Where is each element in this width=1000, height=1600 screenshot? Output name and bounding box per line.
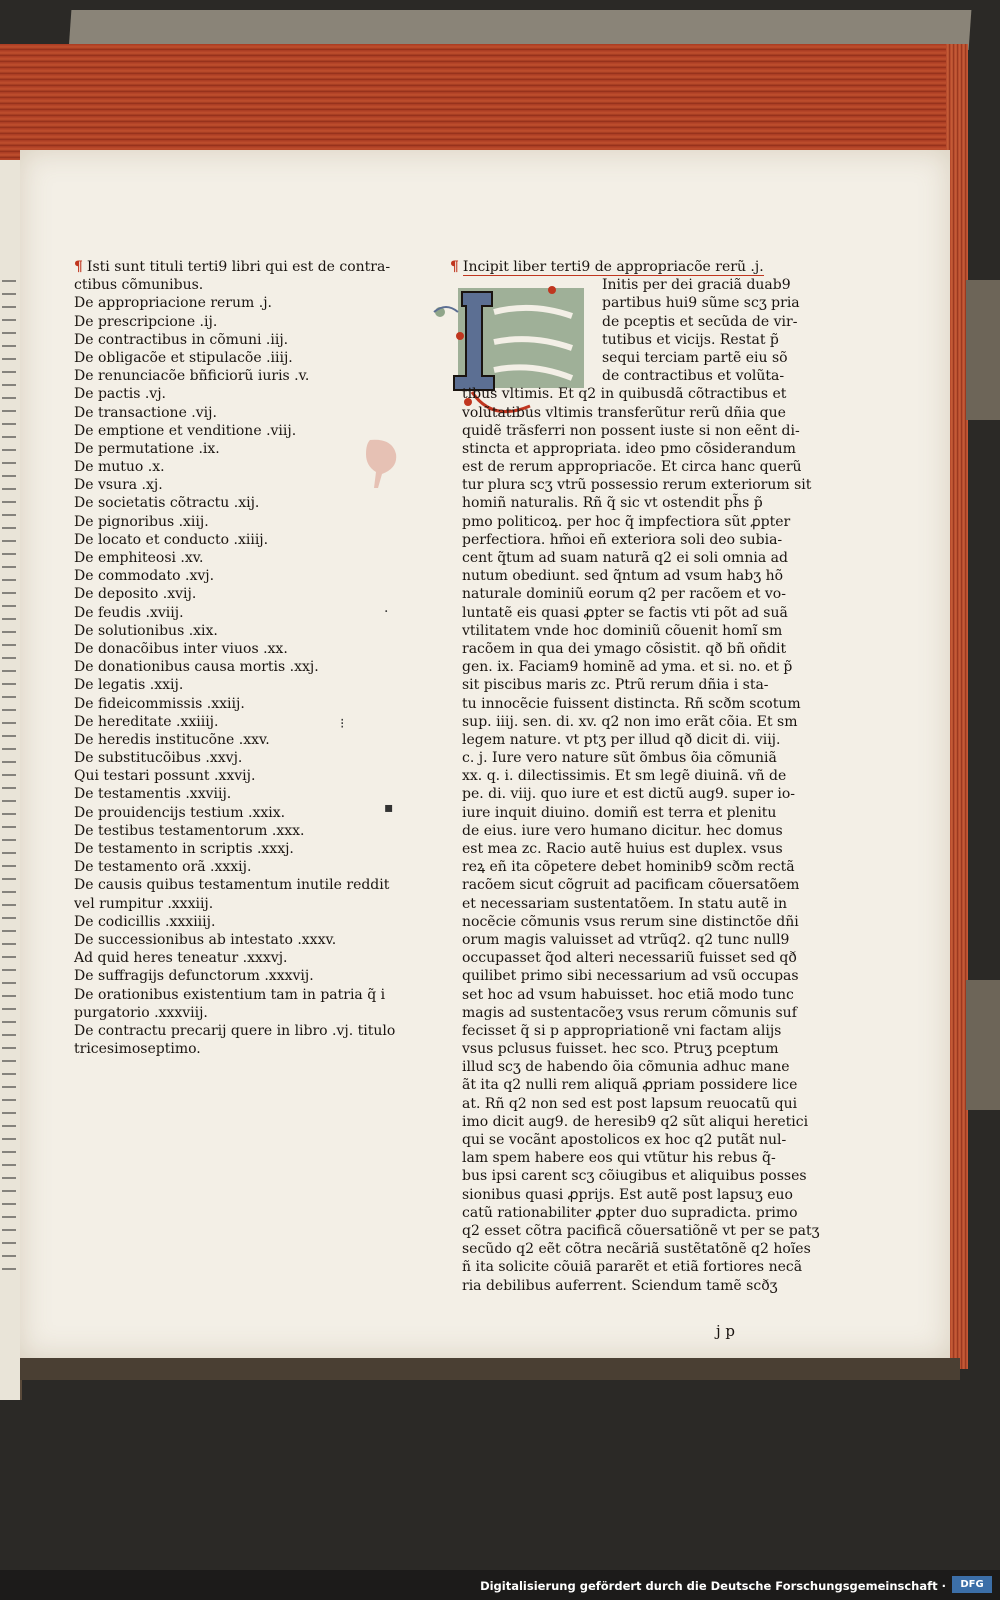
text-line: cent q̃tum ad suam naturã q2 ei soli omnia ad	[462, 550, 788, 566]
text-line: ãt ita q2 nulli rem aliquã ꝓpriam possidere lice	[462, 1077, 798, 1094]
text-line: est de rerum appropriacõe. Et circa hanc querũ	[462, 459, 802, 476]
text-line: est mea zc. Racio autẽ huius est duplex. vsus	[462, 841, 783, 857]
footer-credit: Digitalisierung gefördert durch die Deutsche Forschungsgemeinschaft ·	[480, 1579, 946, 1593]
text-line: lam spem habere eos qui vtũtur his rebus q̃-	[462, 1150, 776, 1167]
toc-line: De testamentis .xxviij.	[74, 786, 232, 803]
toc-line: De testamento orã .xxxij.	[74, 859, 252, 876]
text-line: xx. q. i. dilectissimis. Et sm legẽ diuinã. vñ de	[462, 768, 787, 785]
toc-line: De legatis .xxij.	[74, 677, 184, 694]
text-line: Initis per dei graciã duab9	[602, 277, 791, 294]
toc-line: De locato et conducto .xiiij.	[74, 531, 269, 548]
text-line: magis ad sustentacõeʒ vsus rerum cõmunis suf	[462, 1004, 797, 1021]
text-line: occupasset q̃od alteri necessariũ fuisset sed qð	[462, 950, 797, 967]
text-line: sup. iiij. sen. di. xv. q2 non imo erãt cõia. Et sm	[462, 713, 798, 730]
text-line: partibus hui9 sũme scʒ pria	[602, 295, 800, 312]
pilcrow-icon: ¶	[450, 259, 459, 275]
ink-speck: ▪	[384, 800, 394, 816]
text-line: volũtatibus vltimis transferũtur rerũ dñia que	[462, 404, 786, 421]
toc-line: De orationibus existentium tam in patria q̃ i	[74, 986, 386, 1003]
toc-heading-line	[74, 258, 434, 276]
text-line: at. Rñ q2 non sed est post lapsum reuocatũ qui	[462, 1095, 798, 1112]
facing-page-edge	[0, 160, 22, 1400]
toc-line: De emphiteosi .xv.	[74, 550, 204, 566]
toc-line: De vsura .xj.	[74, 477, 163, 494]
toc-line: De commodato .xvj.	[74, 568, 215, 585]
toc-line: De appropriacione rerum .j.	[74, 295, 272, 312]
binding-strap	[966, 280, 1000, 420]
text-line: pe. di. viij. quo iure et est dictũ aug9. super io-	[462, 786, 796, 803]
toc-line: De testamento in scriptis .xxxj.	[74, 841, 294, 857]
text-line: nutum obediunt. sed q̃ntum ad vsum habʒ hõ	[462, 568, 784, 585]
text-line: tibus vltimis. Et q2 in quibusdã cõtractibus et	[462, 386, 787, 403]
text-line: racõem sicut cõgruit ad pacificam cõuersatõem	[462, 877, 800, 894]
toc-line: De pactis .vj.	[74, 386, 166, 403]
text-line: quilibet primo sibi necessarium ad vsũ occupas	[462, 968, 799, 985]
toc-line: De codicillis .xxxiiij.	[74, 913, 216, 930]
toc-line: De substitucõibus .xxvj.	[74, 750, 243, 767]
toc-line: De contractibus in cõmuni .iij.	[74, 331, 289, 348]
toc-line: De successionibus ab intestato .xxxv.	[74, 931, 337, 948]
text-line: tur plura scʒ vtrũ possessio rerum exteriorum sit	[462, 477, 812, 494]
pilcrow-icon: ¶	[74, 259, 83, 275]
text-line: iure inquit diuino. domiñ est terra et plenitu	[462, 804, 777, 821]
text-line: pmo politicoꝝ. per hoc q̃ impfectiora sũt ꝓpter	[462, 513, 791, 530]
toc-line: De feudis .xviij.	[74, 604, 184, 621]
text-line: ñ ita solicite cõuiã pararẽt et etiã fortiores necã	[462, 1259, 803, 1276]
toc-line: De renunciacõe bñficiorũ iuris .v.	[74, 368, 310, 385]
text-line: nocẽcie cõmunis vsus rerum sine distinctõe dñi	[462, 913, 799, 930]
text-line: sit piscibus maris zc. Ptrũ rerum dñia i sta-	[462, 677, 769, 694]
toc-line: De prouidencijs testium .xxix.	[74, 804, 286, 821]
toc-line: De transactione .vij.	[74, 404, 217, 421]
incipit-line	[450, 258, 782, 276]
text-line: qui se vocãnt apostolicos ex hoc q2 putãt nul-	[462, 1132, 787, 1148]
toc-line: De donacõibus inter viuos .xx.	[74, 640, 288, 657]
text-line: vsus pclusus fuisset. hec sco. Ptruʒ pceptum	[462, 1041, 779, 1058]
text-line: de pceptis et secũda de vir-	[602, 313, 798, 330]
text-line: imo dicit aug9. de heresib9 q2 sũt aliqui heretici	[462, 1113, 809, 1130]
text-line: Incipit liber terti9 de appropriacõe rerũ .j.	[462, 259, 764, 275]
text-line: bus ipsi carent scʒ cõiugibus et aliquibus posses	[462, 1168, 807, 1185]
text-line: q2 esset cõtra pacificã cõuersatiõnẽ vt per se patʒ	[462, 1222, 820, 1239]
text-line: secũdo q2 eẽt cõtra necãriã sustẽtatõnẽ q2 hoĩes	[462, 1241, 811, 1258]
toc-line: Qui testari possunt .xxvij.	[74, 768, 256, 785]
text-line: catũ rationabiliter ꝓpter duo supradicta. primo	[462, 1204, 798, 1221]
toc-line: De prescripcione .ij.	[74, 313, 218, 330]
page-edges-top	[0, 44, 962, 160]
footer-bar	[0, 1570, 1000, 1600]
text-line: c. j. Iure vero nature sũt õmbus õia cõmuniã	[462, 750, 777, 767]
text-line: sequi terciam partẽ eiu sõ	[602, 349, 788, 366]
text-line: ria debilibus auferrent. Sciendum tamẽ scðʒ	[462, 1277, 778, 1294]
toc-line: De hereditate .xxiiij.	[74, 713, 219, 730]
text-line: orum magis valuisset ad vtrũq2. q2 tunc null9	[462, 931, 790, 948]
toc-line: vel rumpitur .xxxiij.	[74, 895, 214, 912]
book-three-text	[450, 258, 820, 1295]
binding-strap	[966, 980, 1000, 1110]
text-line: illud scʒ de habendo õia cõmunia adhuc mane	[462, 1059, 790, 1076]
text-line: fecisset q̃ si p appropriationẽ vni factam alijs	[462, 1022, 782, 1039]
text-line: quidẽ trãsferri non possent iuste si non eẽnt di-	[462, 422, 800, 439]
text-line: de contractibus et volũta-	[602, 368, 785, 385]
toc-line: De donationibus causa mortis .xxj.	[74, 659, 319, 676]
toc-line: De mutuo .x.	[74, 459, 165, 476]
text-line: tu innocẽcie fuissent distincta. Rñ scðm scotum	[462, 695, 801, 712]
text-line: homiñ naturalis. Rñ q̃ sic vt ostendit ph̃s p̃	[462, 495, 763, 512]
text-line: sionibus quasi ꝓprijs. Est autẽ post lapsuʒ euo	[462, 1186, 793, 1203]
text-line: reꝝ eñ ita cõpetere debet hominib9 scðm rectã	[462, 859, 795, 876]
toc-line: De causis quibus testamentum inutile reddit	[74, 877, 390, 894]
toc-line: Ad quid heres teneatur .xxxvj.	[74, 950, 288, 967]
text-line: set hoc ad vsum habuisset. hoc etiã modo tunc	[462, 986, 794, 1003]
toc-line: Isti sunt tituli terti9 libri qui est de contra-	[86, 259, 391, 275]
toc-line: purgatorio .xxxviij.	[74, 1004, 208, 1021]
text-line: stincta et appropriata. ideo pmo cõsiderandum	[462, 440, 796, 457]
text-line: tutibus et vicijs. Restat p̃	[602, 331, 779, 348]
toc-line: De testibus testamentorum .xxx.	[74, 822, 305, 839]
toc-line: De permutatione .ix.	[74, 440, 220, 457]
dfg-logo: DFG	[952, 1576, 992, 1593]
text-line: perfectiora. hm̃oi eñ exteriora soli deo subia-	[462, 531, 783, 548]
table-of-titles	[74, 258, 434, 1058]
toc-line: De suffragijs defunctorum .xxxvij.	[74, 968, 314, 985]
ink-speck: ⁝	[340, 716, 345, 732]
text-line: gen. ix. Faciam9 hominẽ ad yma. et si. no. et p̃	[462, 659, 793, 676]
text-line: luntatẽ eis quasi ꝓpter se factis vti põt ad suã	[462, 604, 788, 621]
text-line: legem nature. vt ptʒ per illud qð dicit di. viij.	[462, 731, 781, 748]
text-line: vtilitatem vnde hoc dominiũ cõuenit homĩ sm	[462, 622, 783, 639]
text-line: racõem in qua dei ymago cõsistit. qð bñ oñdit	[462, 640, 787, 657]
text-line: naturale dominiũ eorum q2 per racõem et vo-	[462, 586, 786, 603]
text-line: de eius. iure vero humano dicitur. hec domus	[462, 822, 783, 839]
toc-line: De obligacõe et stipulacõe .iiij.	[74, 349, 293, 366]
toc-line: ctibus cõmunibus.	[74, 277, 204, 294]
toc-line: De heredis institucõne .xxv.	[74, 731, 270, 748]
text-line: et necessariam sustentatõem. In statu autẽ in	[462, 895, 788, 912]
toc-line: De deposito .xvij.	[74, 586, 197, 603]
toc-line: De contractu precarij quere in libro .vj. titulo	[74, 1022, 396, 1039]
toc-line: De emptione et venditione .viij.	[74, 422, 297, 439]
ink-speck: ·	[384, 604, 389, 620]
toc-line: De solutionibus .xix.	[74, 622, 218, 639]
toc-line: De societatis cõtractu .xij.	[74, 495, 260, 512]
toc-line: De fideicommissis .xxiij.	[74, 695, 245, 712]
page-bottom-shadow	[20, 1358, 960, 1380]
toc-line: De pignoribus .xiij.	[74, 513, 209, 530]
folio-signature: j p	[716, 1322, 736, 1340]
toc-line: tricesimoseptimo.	[74, 1041, 201, 1058]
